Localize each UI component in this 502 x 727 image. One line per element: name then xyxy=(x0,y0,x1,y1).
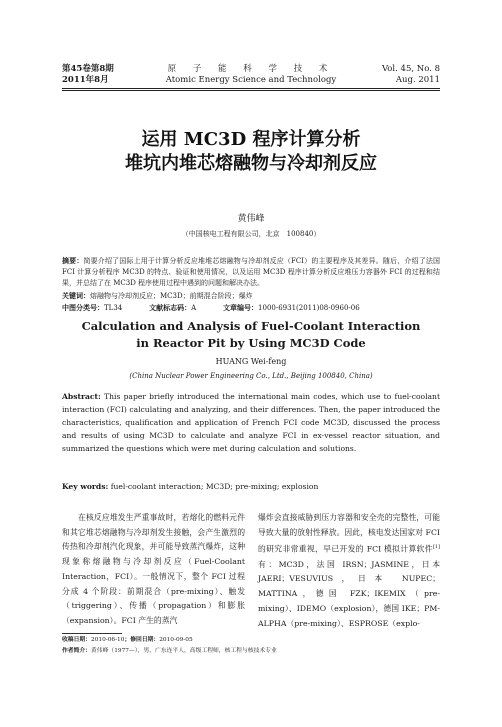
journal-name-en: Atomic Energy Science and Technology xyxy=(165,75,337,85)
volume-cn: 第45卷第8期 xyxy=(62,64,114,74)
keywords-cn-text: 熔融物与冷却剂反应；MC3D；前期混合阶段；爆炸 xyxy=(90,292,253,300)
affiliation-cn: （中国核电工程有限公司，北京 100840） xyxy=(181,230,321,238)
body-right-text-a: 爆炸会直接威胁到压力容器和安全壳的完整性，可能导致大量的放射性释放。因此，核电发达国家对 FCI 的研究非常重视，早已开发的 FCI 模拟计算软件 xyxy=(258,513,440,554)
body-column-right xyxy=(258,511,440,631)
keywords-en xyxy=(62,481,440,493)
received-date: 2010-06-10 xyxy=(91,637,125,643)
title-cn-line1: 运用 MC3D 程序计算分析 xyxy=(141,129,361,150)
article-no-label: 文章编号： xyxy=(223,303,259,312)
abstract-cn-text: 简要介绍了国际上用于计算分析反应堆堆芯熔融物与冷却剂反应（FCI）的主要程序及其差异。随后，介绍了法国 FCI 计算分析程序 MC3D 的特点、验证和使用情况，以及运用 MC3D 程序计算分析反应堆压力容器外 FCI 的过程和结果，并总结了在 MC3D 程序使用过程中遇到的问题和解决办法。 xyxy=(62,257,441,288)
keywords-cn xyxy=(62,290,253,302)
clc-label: 中图分类号： xyxy=(62,303,104,312)
issue-info-right xyxy=(382,64,440,86)
author-cn: 黄伟峰 xyxy=(237,214,265,224)
date-cn: 2011年8月 xyxy=(62,75,109,85)
doc-code-value: A xyxy=(191,304,197,312)
title-cn-line2: 堆坑内堆芯熔融物与冷却剂反应 xyxy=(125,153,377,174)
bio-label: 作者简介： xyxy=(62,648,91,654)
footnote-author-bio xyxy=(62,646,277,657)
keywords-en-label: Key words: xyxy=(62,482,109,491)
body-right-text-b: 有：MC3D，法国 IRSN；JASMINE，日本 JAERI；VESUVIUS，日本 NUPEC；MATTINA，德国 FZK；IKEMIX（pre-mixing）、IDEMO（explosion），德国 IKE；PM-ALPHA（pre-mixing）、ESPROSE（explo- xyxy=(258,559,440,628)
author-en: HUANG Wei-feng xyxy=(215,357,287,366)
citation-ref[interactable]: [1] xyxy=(432,544,440,551)
body-column-left: 在核反应堆发生严重事故时，若熔化的燃料元件和其它堆芯熔融物与冷却剂发生接触，会产生激烈的传热和冷却剂汽化现象，并可能导致蒸汽爆炸，这种现象称熔融物与冷却剂反应（Fuel-Coolant Interaction，FCI）。一般情况下，整个 FCI 过程分成 4 个阶段：前期混合（pre-mixing）、触发（triggering）、传播（propagation）和膨胀（expansion）。FCI 产生的蒸汽 xyxy=(62,513,245,625)
abstract-cn xyxy=(62,255,440,290)
footnote-received xyxy=(62,635,193,646)
abstract-en-label: Abstract: xyxy=(62,392,101,401)
received-label: 收稿日期： xyxy=(62,637,91,643)
journal-name-cn: 原 子 能 科 学 技 术 xyxy=(167,64,335,74)
date-en: Aug. 2011 xyxy=(395,75,440,85)
header-rule xyxy=(62,88,440,89)
article-no-value: 1000-6931(2011)08-0960-06 xyxy=(258,304,360,312)
header-rule-thin xyxy=(62,90,440,91)
abstract-en-text: This paper briefly introduced the international main codes, which use to fuel-coolant interaction (FCI) calculating and analyzing, and their differences. Then, the paper introduced the characteristics, qualification and application of French FCI code MC3D, discussed the process and results of using MC3D to calculate and analyze FCI in ex-vessel reactor situation, and summarized the questions which were met during calculation and solutions. xyxy=(62,392,440,453)
clc-value: TL34 xyxy=(104,304,123,312)
doc-code-label: 文献标志码： xyxy=(149,303,192,312)
title-en-line1: Calculation and Analysis of Fuel-Coolant Interaction xyxy=(81,319,421,333)
bio-text: 黄伟峰（1977—），男，广东连平人，高级工程师，核工程与核技术专业 xyxy=(91,648,277,654)
revised-label: ；修回日期： xyxy=(124,637,160,643)
footnote-rule xyxy=(62,633,122,634)
keywords-cn-label: 关键词： xyxy=(62,291,90,300)
keywords-en-text: fuel-coolant interaction; MC3D; pre-mixing; explosion xyxy=(108,482,319,491)
abstract-cn-label: 摘要： xyxy=(62,256,84,265)
classification-line xyxy=(62,302,360,314)
affiliation-en: (China Nuclear Power Engineering Co., Ltd., Beijing 100840, China) xyxy=(129,372,373,380)
revised-date: 2010-09-05 xyxy=(159,637,193,643)
title-en-line2: in Reactor Pit by Using MC3D Code xyxy=(136,336,366,350)
abstract-en xyxy=(62,391,440,456)
volume-en: Vol. 45, No. 8 xyxy=(381,64,440,74)
